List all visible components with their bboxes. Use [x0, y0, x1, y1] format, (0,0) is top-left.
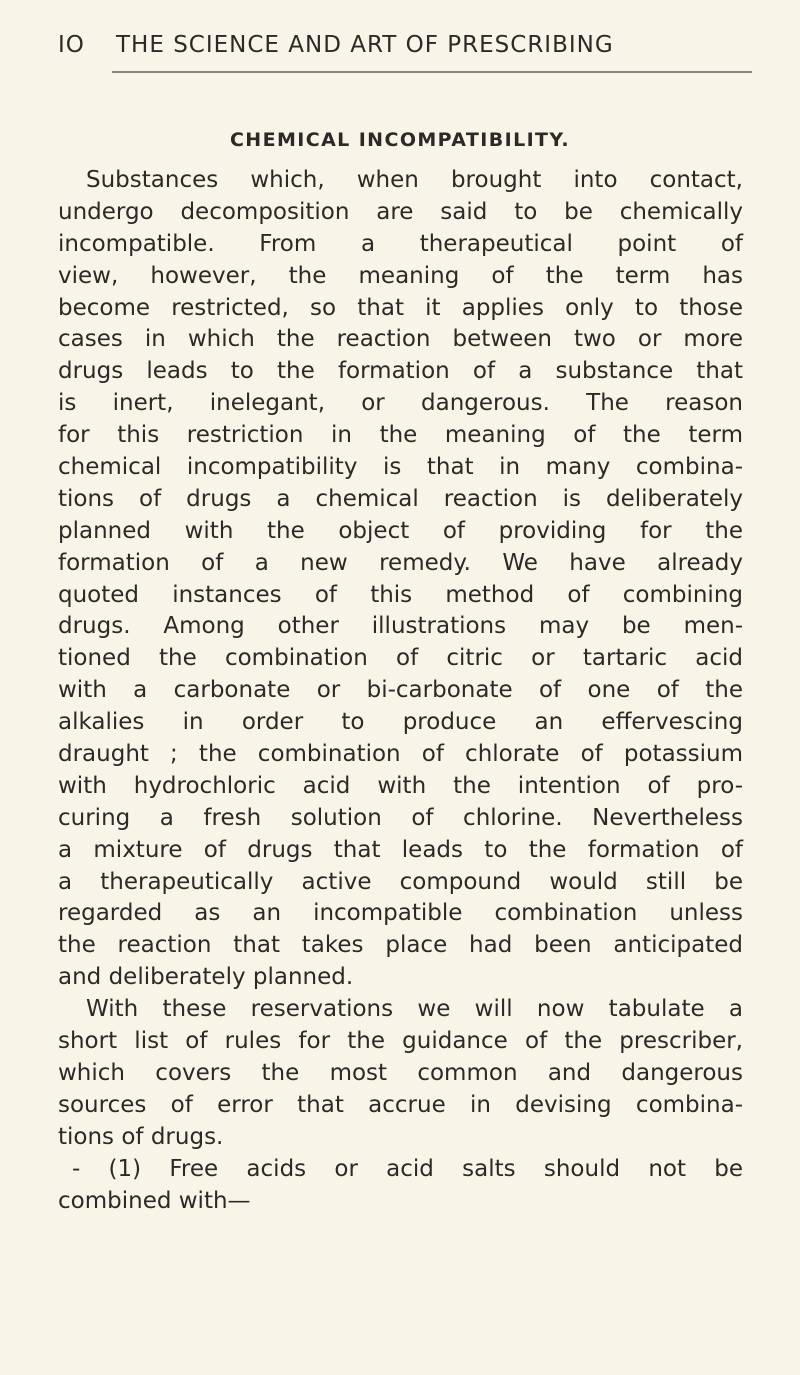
- text-line: regarded as an incompatible combination unless: [58, 900, 743, 927]
- text-line: formation of a new remedy. We have already: [58, 549, 743, 576]
- body-text: [58, 165, 743, 1217]
- text-line: tioned the combination of citric or tartaric acid: [58, 645, 743, 672]
- text-line: which covers the most common and dangerous: [58, 1059, 743, 1086]
- text-line: planned with the object of providing for the: [58, 517, 743, 544]
- text-line: with hydrochloric acid with the intention of pro-: [58, 772, 743, 799]
- text-line: - (1) Free acids or acid salts should not be: [72, 1155, 743, 1182]
- text-line: with a carbonate or bi-carbonate of one of the: [58, 677, 743, 704]
- text-line: combined with—: [58, 1187, 251, 1214]
- text-line: a therapeutically active compound would still be: [58, 868, 743, 895]
- text-line: tions of drugs a chemical reaction is deliberately: [58, 485, 743, 512]
- text-line: incompatible. From a therapeutical point of: [58, 230, 743, 257]
- text-line: and deliberately planned.: [58, 964, 354, 991]
- header-rule: [112, 71, 752, 73]
- running-title: THE SCIENCE AND ART OF PRESCRIBING: [116, 32, 614, 58]
- text-line: sources of error that accrue in devising combina-: [58, 1091, 743, 1118]
- text-line: tions of drugs.: [58, 1123, 224, 1150]
- text-line: a mixture of drugs that leads to the formation of: [58, 836, 743, 863]
- text-line: curing a fresh solution of chlorine. Nevertheless: [58, 804, 743, 831]
- text-line: draught ; the combination of chlorate of potassium: [58, 741, 743, 768]
- text-line: the reaction that takes place had been anticipated: [58, 932, 743, 959]
- text-line: drugs leads to the formation of a substance that: [58, 358, 743, 385]
- section-title: CHEMICAL INCOMPATIBILITY.: [229, 128, 571, 151]
- text-line: become restricted, so that it applies only to those: [58, 294, 743, 321]
- text-line: alkalies in order to produce an effervescing: [58, 709, 743, 736]
- text-line: for this restriction in the meaning of the term: [58, 422, 743, 449]
- text-line: Substances which, when brought into contact,: [86, 167, 743, 193]
- text-line: short list of rules for the guidance of the prescriber,: [58, 1028, 743, 1055]
- page-number: IO: [58, 32, 85, 58]
- text-line: quoted instances of this method of combining: [58, 581, 743, 608]
- running-head: [58, 32, 748, 62]
- text-line: cases in which the reaction between two or more: [58, 326, 743, 353]
- text-line: With these reservations we will now tabulate a: [86, 996, 743, 1023]
- text-line: undergo decomposition are said to be chemically: [58, 198, 743, 225]
- text-line: drugs. Among other illustrations may be men-: [58, 613, 743, 640]
- text-line: chemical incompatibility is that in many combina-: [58, 454, 743, 481]
- text-line: view, however, the meaning of the term has: [58, 262, 743, 289]
- text-line: is inert, inelegant, or dangerous. The reason: [58, 390, 743, 417]
